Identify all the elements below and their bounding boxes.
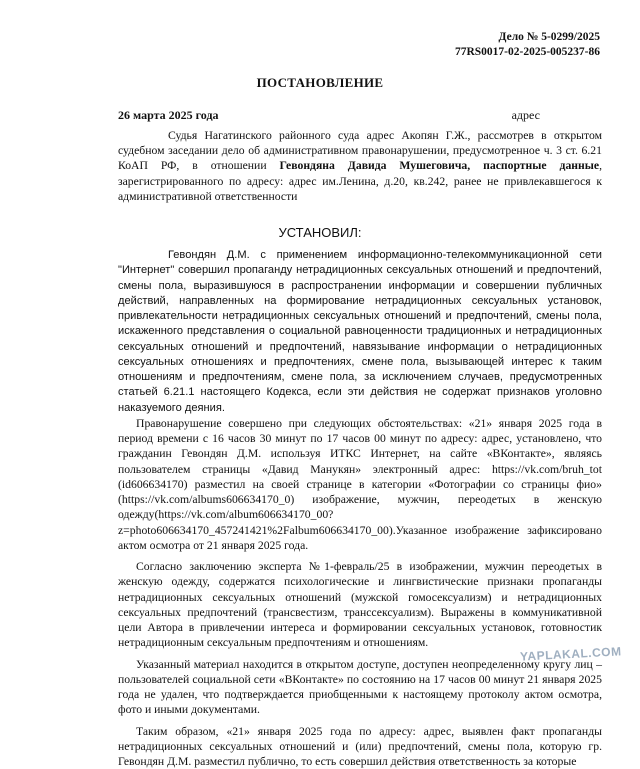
intro-text-after: , зарегистрированного по адресу: адрес им.Ленина, д.20, кв.242, ранее не привлекавшегося к административной ответственности [118,159,602,202]
document-title: ПОСТАНОВЛЕНИЕ [0,75,640,91]
document-date: 26 марта 2025 года [118,108,219,122]
intro-text-before: Судья Нагатинского районного суда адрес Акопян Г.Ж., рассмотрев в открытом судебном заседании дело об административном правонарушении, предусмотренное ч. 3 ст. 6.21 КоАП РФ, в отношении [118,129,602,172]
established-heading: УСТАНОВИЛ: [0,225,640,240]
case-header [455,30,600,60]
case-number: Дело № 5-0299/2025 [455,30,600,45]
document-place: адрес [512,108,540,123]
body-paragraph-2: Правонарушение совершено при следующих обстоятельствах: «21» января 2025 года в период времени с 16 часов 30 минут по 17 часов 00 минут по адресу: адрес, установлено, что гражданин Гевондян Д.М. используя ИТКС Интернет, на сайте «ВКонтакте», являясь пользователем страницы «Давид Манукян» электронный адрес: https://vk.com/bruh_tot (id606634170) разместил на своей странице в категории «Фотографии со страницы фио» (https://vk.com/albums606634170_0) изображение, мужчин, переодетых в женскую одежду(https://vk.com/album606634170_00?z=photo606634170_457241421%2Falbum606634170_00).Указанное изображение зафиксировано актом осмотра от 21 января 2025 года. [118,416,602,553]
body-paragraph-5: Таким образом, «21» января 2025 года по адресу: адрес, выявлен факт пропаганды нетрадиционных сексуальных отношений и (или) предпочтений, смены пола, которую гр. Гевондян Д.М. разместил публично, то есть совершил действия ответственность за которые [118,724,602,769]
defendant-name: Гевондяна Давида Мушеговича, паспортные данные [280,159,600,172]
site-watermark: YAPLAKAL.COM [520,644,622,663]
body-paragraph-4: Указанный материал находится в открытом доступе, доступен неопределенному кругу лиц – пользователей социальной сети «ВКонтакте» по состоянию на 17 часов 00 минут 21 января 2025 года не удален, что подтверждается приобщенными к настоящему протоколу актом осмотра, фото и иными документами. [118,657,602,718]
date-line [118,108,540,123]
body-paragraph-3: Согласно заключению эксперта №1-февраль/25 в изображении, мужчин переодетых в женскую одежду, содержатся психологические и лингвистические признаки пропаганды нетрадиционных сексуальных отношений (мужской гомосексуализм) и нетрадиционных сексуальных предпочтений (трансвестизм, транссексуализм). Выражены в коммуникативной цели Автора в привлечении интереса и формировании сексуальных установок, готовностик нетрадиционным сексуальным предпочтениям и отношениям. [118,559,602,651]
case-id: 77RS0017-02-2025-005237-86 [455,45,600,60]
body-paragraph-1: Гевондян Д.М. с применением информационно-телекоммуникационной сети "Интернет" совершил пропаганду нетрадиционных сексуальных отношений и предпочтений, смены пола, выразившуюся в распространении информации и совершении публичных действий, направленных на формирование нетрадиционных сексуальных установок, привлекательности нетрадиционных сексуальных отношений и предпочтений, смены пола, искаженного представления о социальной равноценности традиционных и нетрадиционных сексуальных отношений и предпочтений, навязывание информации о нетрадиционных сексуальных отношениях и предпочтениях, смене пола, вызывающей интерес к таким отношениям и предпочтениям, смене пола, за исключением случаев, предусмотренных статьей 6.21.1 настоящего Кодекса, если эти действия не содержат признаков уголовно наказуемого деяния. [118,248,602,416]
document-body [118,248,602,769]
intro-paragraph [118,128,602,204]
